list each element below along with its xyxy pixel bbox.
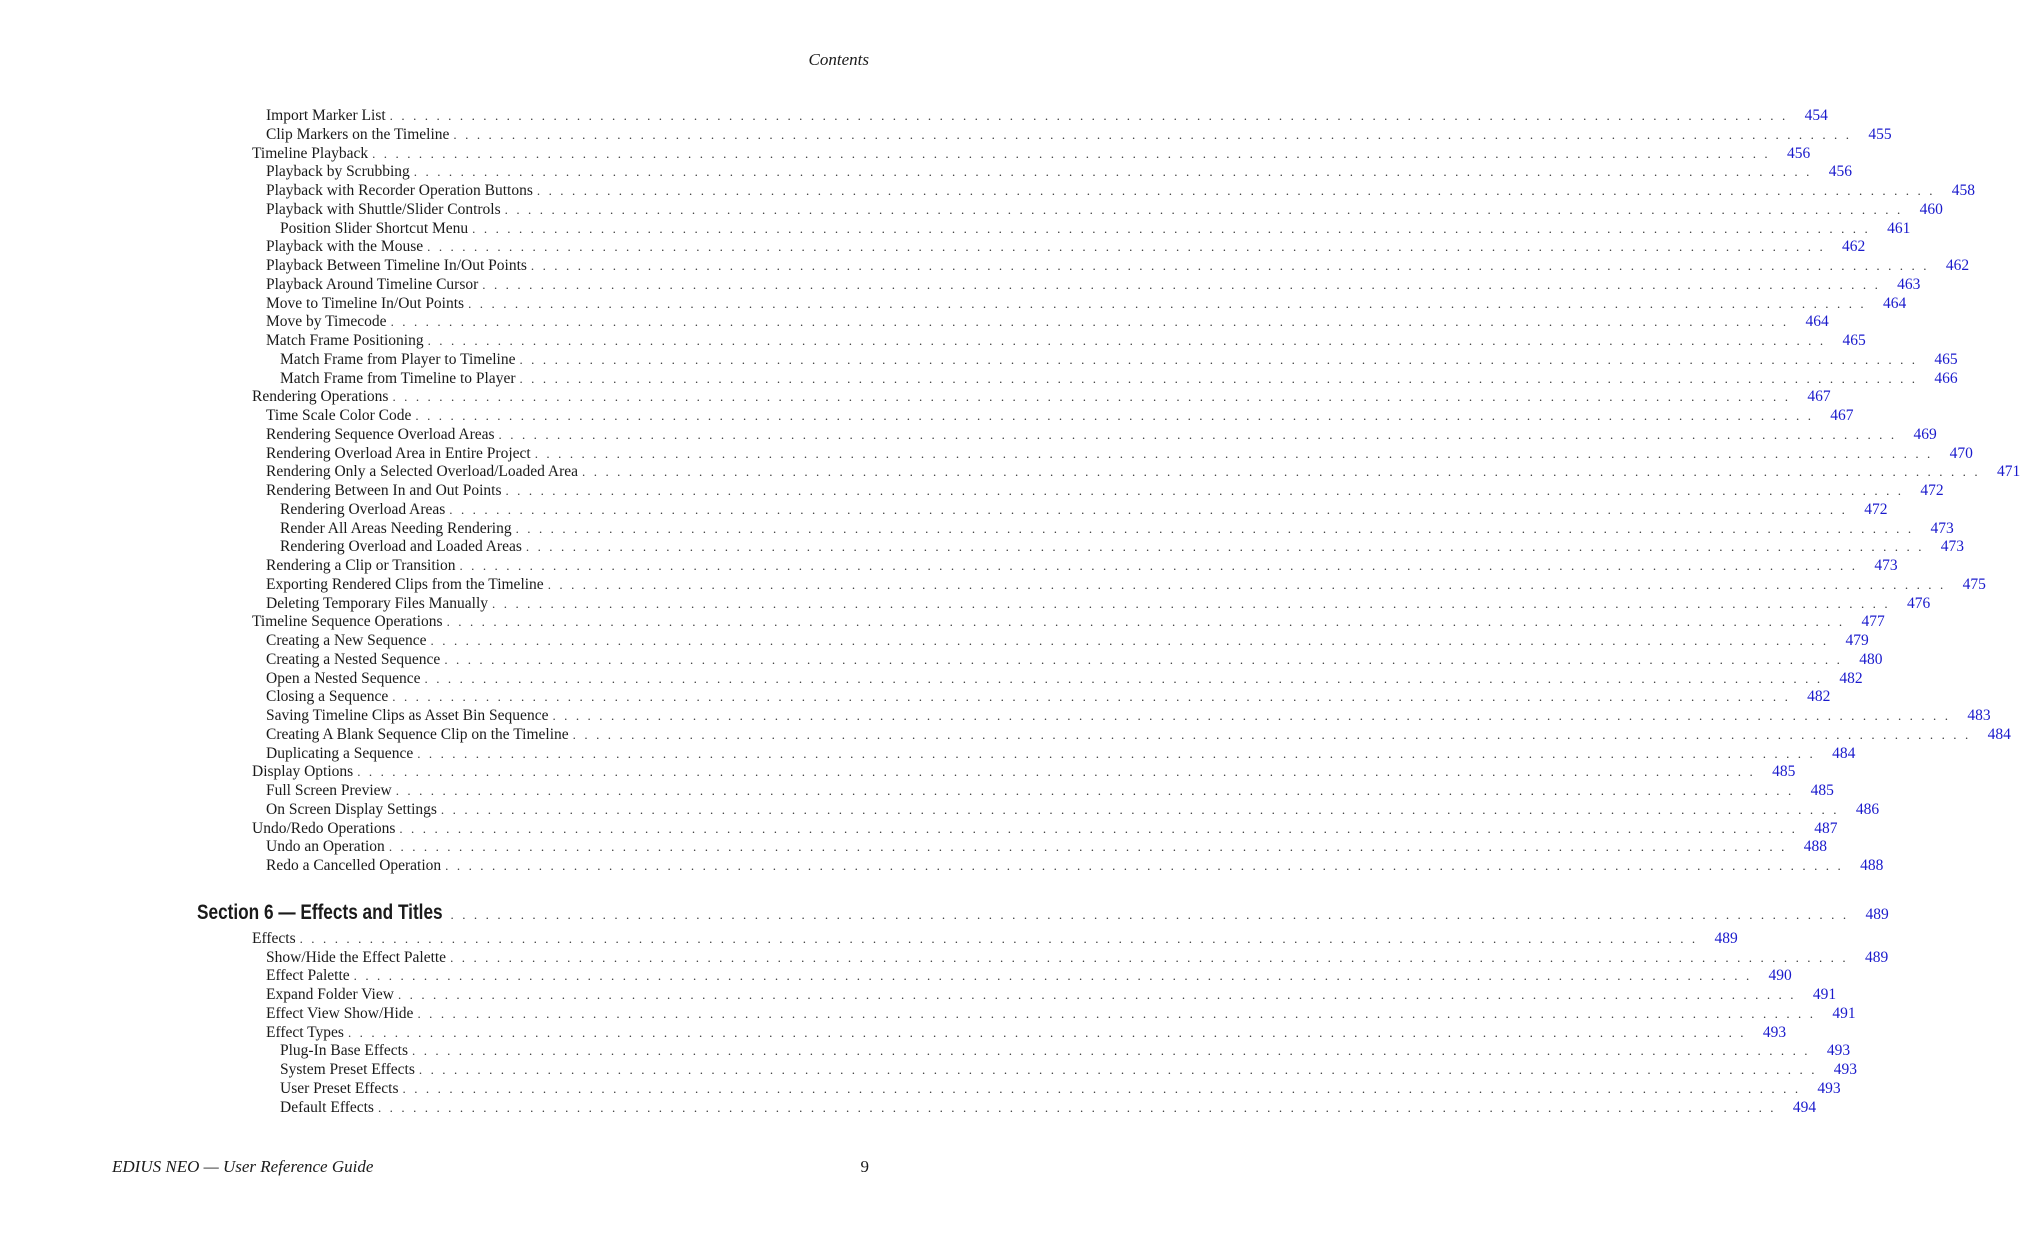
toc-entry-title: Redo a Cancelled Operation: [266, 857, 442, 874]
toc-entry-title: Closing a Sequence: [266, 688, 389, 706]
toc-entry[interactable]: [266, 181, 1976, 200]
toc-entry-title: Time Scale Color Code: [266, 407, 412, 424]
toc-dot-leader: . . . . . . . . . . . . . . . . . . . . . . . . . . . . . . . . . . . . . . . . . . . . . . . . . . . . . . . . . . . . . . . . . . . . . . . . . . . . . . . . . . . . . . . . . . . . . . . . . . . . . . . . . . . . . . . . . . . . . . . .: [347, 1024, 1747, 1040]
toc-dot-leader: . . . . . . . . . . . . . . . . . . . . . . . . . . . . . . . . . . . . . . . . . . . . . . . . . . . . . . . . . . . . . . . . . . . . . . . . . . . . . . . . . . . . . . . . . . . . . . . . . . . . . . . . . . . . . . . . . . . . . . . .: [504, 201, 1903, 217]
toc-entry-title: Playback Around Timeline Cursor: [266, 275, 479, 293]
toc-entry-title: Show/Hide the Effect Palette: [266, 948, 447, 966]
toc-page-link[interactable]: 489: [1865, 905, 1889, 923]
toc-page-link[interactable]: 460: [1919, 200, 1943, 218]
toc-entry-title: Plug-In Base Effects: [280, 1042, 408, 1060]
toc-entry-title: Playback with the Mouse: [266, 238, 424, 256]
toc-entry-title: Rendering Sequence Overload Areas: [266, 425, 495, 443]
toc-entry[interactable]: [266, 556, 1898, 575]
toc-entry[interactable]: [280, 1079, 1841, 1098]
toc-page-link[interactable]: 458: [1951, 182, 1976, 199]
toc-entry-title: Rendering Overload Area in Entire Project: [266, 444, 531, 462]
toc-entry[interactable]: [280, 1098, 1817, 1117]
toc-page-link[interactable]: 484: [1832, 744, 1856, 762]
toc-dot-leader: . . . . . . . . . . . . . . . . . . . . . . . . . . . . . . . . . . . . . . . . . . . . . . . . . . . . . . . . . . . . . . . . . . . . . . . . . . . . . . . . . . . . . . . . . . . . . . . . . . . . . . . . . . . . . . . . . . . . . . . .: [450, 906, 1849, 922]
toc-page-link[interactable]: 489: [1714, 929, 1738, 947]
toc-page-link[interactable]: 486: [1855, 800, 1880, 818]
toc-page-link[interactable]: 466: [1934, 369, 1958, 387]
toc-entry[interactable]: [280, 1041, 1851, 1060]
toc-dot-leader: . . . . . . . . . . . . . . . . . . . . . . . . . . . . . . . . . . . . . . . . . . . . . . . . . . . . . . . . . . . . . . . . . . . . . . . . . . . . . . . . . . . . . . . . . . . . . . . . . . . . . . . . . . . . . . . . . . . . . . . .: [427, 239, 1826, 255]
toc-entry[interactable]: [266, 575, 1986, 594]
running-footer-title: EDIUS NEO — User Reference Guide: [112, 1157, 374, 1176]
toc-entry-title: Rendering Between In and Out Points: [266, 482, 502, 499]
toc-dot-leader: . . . . . . . . . . . . . . . . . . . . . . . . . . . . . . . . . . . . . . . . . . . . . . . . . . . . . . . . . . . . . . . . . . . . . . . . . . . . . . . . . . . . . . . . . . . . . . . . . . . . . . . . . . . . . . . . . . . . . . . .: [547, 576, 1946, 592]
toc-entry[interactable]: [252, 612, 1885, 631]
toc-entry[interactable]: [266, 948, 1889, 967]
toc-page-link[interactable]: 491: [1812, 986, 1837, 1003]
toc-dot-leader: . . . . . . . . . . . . . . . . . . . . . . . . . . . . . . . . . . . . . . . . . . . . . . . . . . . . . . . . . . . . . . . . . . . . . . . . . . . . . . . . . . . . . . . . . . . . . . . . . . . . . . . . . . . . . . . . . . . . . . . .: [357, 764, 1756, 780]
toc-entry-title: On Screen Display Settings: [266, 800, 437, 818]
toc-entry-title: Undo an Operation: [266, 838, 385, 856]
toc-page-link[interactable]: 493: [1762, 1023, 1787, 1041]
toc-page-link[interactable]: 469: [1913, 425, 1937, 443]
toc-entry[interactable]: [266, 650, 1883, 669]
toc-entry[interactable]: [252, 819, 1838, 838]
toc-entry[interactable]: [280, 1060, 1858, 1079]
toc-entry[interactable]: [266, 294, 1907, 313]
toc-entry[interactable]: [266, 312, 1829, 331]
toc-dot-leader: . . . . . . . . . . . . . . . . . . . . . . . . . . . . . . . . . . . . . . . . . . . . . . . . . . . . . . . . . . . . . . . . . . . . . . . . . . . . . . . . . . . . . . . . . . . . . . . . . . . . . . . . . . . . . . . . . . . . . . . .: [417, 745, 1816, 761]
toc-section-heading[interactable]: [197, 900, 1889, 924]
toc-entry-title: Rendering Overload Areas: [280, 500, 446, 518]
toc-page-link[interactable]: 480: [1859, 650, 1883, 668]
toc-dot-leader: . . . . . . . . . . . . . . . . . . . . . . . . . . . . . . . . . . . . . . . . . . . . . . . . . . . . . . . . . . . . . . . . . . . . . . . . . . . . . . . . . . . . . . . . . . . . . . . . . . . . . . . . . . . . . . . . . . . . . . . .: [552, 708, 1951, 723]
toc-entry[interactable]: [266, 985, 1837, 1004]
toc-dot-leader: . . . . . . . . . . . . . . . . . . . . . . . . . . . . . . . . . . . . . . . . . . . . . . . . . . . . . . . . . . . . . . . . . . . . . . . . . . . . . . . . . . . . . . . . . . . . . . . . . . . . . . . . . . . . . . . . . . . . . . . .: [417, 1005, 1816, 1021]
toc-entry[interactable]: [266, 256, 1970, 275]
toc-page-link[interactable]: 456: [1787, 144, 1811, 162]
toc-entry[interactable]: [266, 162, 1852, 181]
toc-page-link[interactable]: 464: [1805, 313, 1829, 331]
toc-entry[interactable]: [280, 500, 1888, 519]
toc-entry-title: Creating a Nested Sequence: [266, 650, 441, 668]
toc-entry-title: Match Frame from Timeline to Player: [280, 369, 516, 387]
toc-entry-title: System Preset Effects: [280, 1061, 415, 1078]
toc-dot-leader: . . . . . . . . . . . . . . . . . . . . . . . . . . . . . . . . . . . . . . . . . . . . . . . . . . . . . . . . . . . . . . . . . . . . . . . . . . . . . . . . . . . . . . . . . . . . . . . . . . . . . . . . . . . . . . . . . . . . . . . .: [353, 968, 1752, 984]
toc-dot-leader: . . . . . . . . . . . . . . . . . . . . . . . . . . . . . . . . . . . . . . . . . . . . . . . . . . . . . . . . . . . . . . . . . . . . . . . . . . . . . . . . . . . . . . . . . . . . . . . . . . . . . . . . . . . . . . . . . . . . . . . .: [402, 1080, 1801, 1096]
running-footer-page-number: 9: [860, 1157, 869, 1176]
toc-page-link[interactable]: 465: [1934, 350, 1958, 368]
toc-entry-title: Section 6 — Effects and Titles: [197, 900, 443, 924]
toc-dot-leader: . . . . . . . . . . . . . . . . . . . . . . . . . . . . . . . . . . . . . . . . . . . . . . . . . . . . . . . . . . . . . . . . . . . . . . . . . . . . . . . . . . . . . . . . . . . . . . . . . . . . . . . . . . . . . . . . . . . . . . . .: [525, 539, 1925, 555]
toc-entry[interactable]: [252, 762, 1796, 781]
toc-dot-leader: . . . . . . . . . . . . . . . . . . . . . . . . . . . . . . . . . . . . . . . . . . . . . . . . . . . . . . . . . . . . . . . . . . . . . . . . . . . . . . . . . . . . . . . . . . . . . . . . . . . . . . . . . . . . . . . . . . . . . . . .: [530, 258, 1930, 273]
toc-entry-title: Duplicating a Sequence: [266, 744, 414, 762]
toc-entry[interactable]: [266, 706, 1991, 725]
toc-entry[interactable]: [266, 1004, 1856, 1023]
toc-entry-title: Match Frame from Player to Timeline: [280, 350, 516, 368]
toc-page-link[interactable]: 483: [1967, 707, 1991, 724]
toc-page-link[interactable]: 471: [1996, 463, 2020, 481]
toc-entry[interactable]: [266, 200, 1943, 219]
toc-dot-leader: . . . . . . . . . . . . . . . . . . . . . . . . . . . . . . . . . . . . . . . . . . . . . . . . . . . . . . . . . . . . . . . . . . . . . . . . . . . . . . . . . . . . . . . . . . . . . . . . . . . . . . . . . . . . . . . . . . . . . . . .: [472, 220, 1871, 236]
toc-page-link[interactable]: 464: [1883, 294, 1907, 312]
toc-entry-title: Playback with Shuttle/Slider Controls: [266, 200, 501, 218]
toc-page-link[interactable]: 455: [1868, 125, 1892, 143]
toc-dot-leader: . . . . . . . . . . . . . . . . . . . . . . . . . . . . . . . . . . . . . . . . . . . . . . . . . . . . . . . . . . . . . . . . . . . . . . . . . . . . . . . . . . . . . . . . . . . . . . . . . . . . . . . . . . . . . . . . . . . . . . . .: [582, 464, 1981, 480]
toc-entry-title: Position Slider Shortcut Menu: [280, 219, 469, 237]
toc-entry[interactable]: [252, 929, 1738, 948]
toc-page-link[interactable]: 473: [1930, 519, 1954, 537]
toc-dot-leader: . . . . . . . . . . . . . . . . . . . . . . . . . . . . . . . . . . . . . . . . . . . . . . . . . . . . . . . . . . . . . . . . . . . . . . . . . . . . . . . . . . . . . . . . . . . . . . . . . . . . . . . . . . . . . . . . . . . . . . . .: [388, 839, 1787, 855]
toc-page-link[interactable]: 454: [1804, 107, 1828, 124]
toc-entry-title: User Preset Effects: [280, 1079, 399, 1097]
toc-entry[interactable]: [266, 856, 1884, 875]
toc-entry[interactable]: [266, 744, 1856, 763]
toc-entry-title: Playback with Recorder Operation Buttons: [266, 182, 533, 199]
toc-page-link[interactable]: 463: [1897, 275, 1921, 293]
toc-entry[interactable]: [266, 444, 1973, 463]
toc-dot-leader: . . . . . . . . . . . . . . . . . . . . . . . . . . . . . . . . . . . . . . . . . . . . . . . . . . . . . . . . . . . . . . . . . . . . . . . . . . . . . . . . . . . . . . . . . . . . . . . . . . . . . . . . . . . . . . . . . . . . . . . .: [450, 949, 1849, 965]
toc-entry[interactable]: [252, 387, 1831, 406]
toc-entry[interactable]: [266, 125, 1892, 144]
toc-entry[interactable]: [266, 966, 1792, 985]
toc-page-link[interactable]: 482: [1807, 688, 1831, 706]
toc-entry[interactable]: [266, 669, 1863, 688]
toc-dot-leader: . . . . . . . . . . . . . . . . . . . . . . . . . . . . . . . . . . . . . . . . . . . . . . . . . . . . . . . . . . . . . . . . . . . . . . . . . . . . . . . . . . . . . . . . . . . . . . . . . . . . . . . . . . . . . . . . . . . . . . . .: [446, 614, 1845, 630]
toc-entry[interactable]: [266, 594, 1931, 613]
toc-entry[interactable]: [266, 481, 1944, 500]
toc-entry[interactable]: [280, 219, 1911, 238]
toc-entry[interactable]: [266, 425, 1937, 444]
toc-page-link[interactable]: 472: [1920, 482, 1944, 499]
toc-dot-leader: . . . . . . . . . . . . . . . . . . . . . . . . . . . . . . . . . . . . . . . . . . . . . . . . . . . . . . . . . . . . . . . . . . . . . . . . . . . . . . . . . . . . . . . . . . . . . . . . . . . . . . . . . . . . . . . . . . . . . . . .: [399, 820, 1798, 836]
toc-entry-title: Timeline Playback: [252, 144, 369, 162]
toc-entry[interactable]: [266, 837, 1827, 856]
toc-page-link[interactable]: 473: [1874, 557, 1898, 574]
toc-dot-leader: . . . . . . . . . . . . . . . . . . . . . . . . . . . . . . . . . . . . . . . . . . . . . . . . . . . . . . . . . . . . . . . . . . . . . . . . . . . . . . . . . . . . . . . . . . . . . . . . . . . . . . . . . . . . . . . . . . . . . . . .: [445, 858, 1844, 873]
toc-entry-title: Deleting Temporary Files Manually: [266, 594, 489, 612]
toc-page-link[interactable]: 467: [1830, 407, 1854, 424]
toc-dot-leader: . . . . . . . . . . . . . . . . . . . . . . . . . . . . . . . . . . . . . . . . . . . . . . . . . . . . . . . . . . . . . . . . . . . . . . . . . . . . . . . . . . . . . . . . . . . . . . . . . . . . . . . . . . . . . . . . . . . . . . . .: [492, 595, 1891, 611]
toc-entry-title: Rendering a Clip or Transition: [266, 557, 456, 574]
toc-entry[interactable]: [266, 462, 2020, 481]
toc-dot-leader: . . . . . . . . . . . . . . . . . . . . . . . . . . . . . . . . . . . . . . . . . . . . . . . . . . . . . . . . . . . . . . . . . . . . . . . . . . . . . . . . . . . . . . . . . . . . . . . . . . . . . . . . . . . . . . . . . . . . . . . .: [418, 1062, 1818, 1077]
toc-dot-leader: . . . . . . . . . . . . . . . . . . . . . . . . . . . . . . . . . . . . . . . . . . . . . . . . . . . . . . . . . . . . . . . . . . . . . . . . . . . . . . . . . . . . . . . . . . . . . . . . . . . . . . . . . . . . . . . . . . . . . . . .: [444, 651, 1843, 667]
toc-entry-title: Effects: [252, 929, 296, 947]
toc-dot-leader: . . . . . . . . . . . . . . . . . . . . . . . . . . . . . . . . . . . . . . . . . . . . . . . . . . . . . . . . . . . . . . . . . . . . . . . . . . . . . . . . . . . . . . . . . . . . . . . . . . . . . . . . . . . . . . . . . . . . . . . .: [440, 801, 1840, 817]
toc-entry-title: Render All Areas Needing Rendering: [280, 519, 512, 537]
toc-dot-leader: . . . . . . . . . . . . . . . . . . . . . . . . . . . . . . . . . . . . . . . . . . . . . . . . . . . . . . . . . . . . . . . . . . . . . . . . . . . . . . . . . . . . . . . . . . . . . . . . . . . . . . . . . . . . . . . . . . . . . . . .: [482, 276, 1881, 292]
toc-entry-title: Rendering Overload and Loaded Areas: [280, 538, 522, 556]
toc-dot-leader: . . . . . . . . . . . . . . . . . . . . . . . . . . . . . . . . . . . . . . . . . . . . . . . . . . . . . . . . . . . . . . . . . . . . . . . . . . . . . . . . . . . . . . . . . . . . . . . . . . . . . . . . . . . . . . . . . . . . . . . .: [389, 108, 1788, 123]
toc-dot-leader: . . . . . . . . . . . . . . . . . . . . . . . . . . . . . . . . . . . . . . . . . . . . . . . . . . . . . . . . . . . . . . . . . . . . . . . . . . . . . . . . . . . . . . . . . . . . . . . . . . . . . . . . . . . . . . . . . . . . . . . .: [372, 145, 1771, 161]
toc-entry[interactable]: [266, 275, 1921, 294]
toc-page-link[interactable]: 482: [1839, 669, 1863, 687]
toc-entry[interactable]: [280, 350, 1958, 369]
toc-entry-title: Rendering Operations: [252, 388, 389, 406]
toc-page-link[interactable]: 473: [1940, 538, 1965, 556]
toc-entry-title: Default Effects: [280, 1098, 374, 1116]
toc-entry[interactable]: [266, 781, 1834, 800]
toc-entry[interactable]: [266, 687, 1831, 706]
toc-entry-title: Display Options: [252, 763, 354, 781]
toc-page-link[interactable]: 477: [1861, 613, 1885, 631]
toc-dot-leader: . . . . . . . . . . . . . . . . . . . . . . . . . . . . . . . . . . . . . . . . . . . . . . . . . . . . . . . . . . . . . . . . . . . . . . . . . . . . . . . . . . . . . . . . . . . . . . . . . . . . . . . . . . . . . . . . . . . . . . . .: [397, 987, 1797, 1002]
toc-entry-title: Rendering Only a Selected Overload/Loaded Area: [266, 463, 579, 481]
toc-entry-title: Clip Markers on the Timeline: [266, 125, 450, 143]
toc-entry-title: Effect Types: [266, 1023, 344, 1041]
toc-entry-title: Open a Nested Sequence: [266, 669, 421, 687]
toc-entry-title: Timeline Sequence Operations: [252, 613, 443, 631]
toc-page-link[interactable]: 467: [1807, 388, 1831, 406]
toc-page-link[interactable]: 485: [1772, 763, 1796, 781]
toc-dot-leader: . . . . . . . . . . . . . . . . . . . . . . . . . . . . . . . . . . . . . . . . . . . . . . . . . . . . . . . . . . . . . . . . . . . . . . . . . . . . . . . . . . . . . . . . . . . . . . . . . . . . . . . . . . . . . . . . . . . . . . . .: [519, 351, 1918, 367]
toc-dot-leader: . . . . . . . . . . . . . . . . . . . . . . . . . . . . . . . . . . . . . . . . . . . . . . . . . . . . . . . . . . . . . . . . . . . . . . . . . . . . . . . . . . . . . . . . . . . . . . . . . . . . . . . . . . . . . . . . . . . . . . . .: [519, 370, 1918, 386]
toc-entry-title: Move by Timecode: [266, 313, 387, 331]
toc-dot-leader: . . . . . . . . . . . . . . . . . . . . . . . . . . . . . . . . . . . . . . . . . . . . . . . . . . . . . . . . . . . . . . . . . . . . . . . . . . . . . . . . . . . . . . . . . . . . . . . . . . . . . . . . . . . . . . . . . . . . . . . .: [453, 126, 1852, 142]
toc-dot-leader: . . . . . . . . . . . . . . . . . . . . . . . . . . . . . . . . . . . . . . . . . . . . . . . . . . . . . . . . . . . . . . . . . . . . . . . . . . . . . . . . . . . . . . . . . . . . . . . . . . . . . . . . . . . . . . . . . . . . . . . .: [424, 670, 1823, 686]
toc-entry[interactable]: [266, 1023, 1787, 1042]
toc-page-link[interactable]: 484: [1987, 725, 2011, 743]
toc-entry-title: Undo/Redo Operations: [252, 819, 396, 837]
toc-dot-leader: . . . . . . . . . . . . . . . . . . . . . . . . . . . . . . . . . . . . . . . . . . . . . . . . . . . . . . . . . . . . . . . . . . . . . . . . . . . . . . . . . . . . . . . . . . . . . . . . . . . . . . . . . . . . . . . . . . . . . . . .: [536, 183, 1936, 198]
toc-page-link[interactable]: 465: [1842, 332, 1866, 349]
toc-page-link[interactable]: 461: [1887, 219, 1911, 237]
toc-page-link[interactable]: 493: [1833, 1061, 1858, 1078]
toc-page-link[interactable]: 462: [1945, 257, 1970, 274]
toc-dot-leader: . . . . . . . . . . . . . . . . . . . . . . . . . . . . . . . . . . . . . . . . . . . . . . . . . . . . . . . . . . . . . . . . . . . . . . . . . . . . . . . . . . . . . . . . . . . . . . . . . . . . . . . . . . . . . . . . . . . . . . . .: [413, 164, 1812, 180]
toc-dot-leader: . . . . . . . . . . . . . . . . . . . . . . . . . . . . . . . . . . . . . . . . . . . . . . . . . . . . . . . . . . . . . . . . . . . . . . . . . . . . . . . . . . . . . . . . . . . . . . . . . . . . . . . . . . . . . . . . . . . . . . . .: [459, 558, 1858, 573]
toc-dot-leader: . . . . . . . . . . . . . . . . . . . . . . . . . . . . . . . . . . . . . . . . . . . . . . . . . . . . . . . . . . . . . . . . . . . . . . . . . . . . . . . . . . . . . . . . . . . . . . . . . . . . . . . . . . . . . . . . . . . . . . . .: [395, 783, 1794, 798]
toc-dot-leader: . . . . . . . . . . . . . . . . . . . . . . . . . . . . . . . . . . . . . . . . . . . . . . . . . . . . . . . . . . . . . . . . . . . . . . . . . . . . . . . . . . . . . . . . . . . . . . . . . . . . . . . . . . . . . . . . . . . . . . . .: [515, 520, 1914, 536]
toc-page-link[interactable]: 479: [1845, 632, 1869, 649]
toc-page-link[interactable]: 476: [1906, 594, 1931, 612]
toc-entry-title: Creating a New Sequence: [266, 632, 427, 649]
toc-dot-leader: . . . . . . . . . . . . . . . . . . . . . . . . . . . . . . . . . . . . . . . . . . . . . . . . . . . . . . . . . . . . . . . . . . . . . . . . . . . . . . . . . . . . . . . . . . . . . . . . . . . . . . . . . . . . . . . . . . . . . . . .: [498, 426, 1897, 442]
toc-page-link[interactable]: 472: [1864, 500, 1888, 518]
toc-entry-title: Exporting Rendered Clips from the Timeline: [266, 575, 544, 593]
running-header: Contents: [808, 50, 869, 69]
toc-page-link[interactable]: 456: [1828, 163, 1852, 181]
toc-page-link[interactable]: 470: [1949, 444, 1973, 462]
toc-page-link[interactable]: 485: [1810, 782, 1834, 799]
toc-dot-leader: . . . . . . . . . . . . . . . . . . . . . . . . . . . . . . . . . . . . . . . . . . . . . . . . . . . . . . . . . . . . . . . . . . . . . . . . . . . . . . . . . . . . . . . . . . . . . . . . . . . . . . . . . . . . . . . . . . . . . . . .: [299, 930, 1698, 946]
toc-page-link[interactable]: 489: [1864, 948, 1889, 966]
toc-entry[interactable]: [266, 800, 1880, 819]
toc-entry[interactable]: [266, 331, 1866, 350]
toc-page-link[interactable]: 487: [1814, 819, 1838, 837]
toc-entry[interactable]: [266, 631, 1869, 650]
toc-dot-leader: . . . . . . . . . . . . . . . . . . . . . . . . . . . . . . . . . . . . . . . . . . . . . . . . . . . . . . . . . . . . . . . . . . . . . . . . . . . . . . . . . . . . . . . . . . . . . . . . . . . . . . . . . . . . . . . . . . . . . . . .: [449, 501, 1848, 517]
toc-entry[interactable]: [266, 106, 1828, 125]
toc-page-link[interactable]: 490: [1768, 967, 1792, 985]
toc-page-link[interactable]: 488: [1860, 857, 1884, 874]
toc-entry[interactable]: [280, 537, 1965, 556]
toc-entry[interactable]: [252, 144, 1811, 163]
toc-dot-leader: . . . . . . . . . . . . . . . . . . . . . . . . . . . . . . . . . . . . . . . . . . . . . . . . . . . . . . . . . . . . . . . . . . . . . . . . . . . . . . . . . . . . . . . . . . . . . . . . . . . . . . . . . . . . . . . . . . . . . . . .: [505, 483, 1904, 498]
toc-entry[interactable]: [266, 406, 1854, 425]
toc-page-link[interactable]: 494: [1792, 1098, 1817, 1116]
toc-entry-title: Creating A Blank Sequence Clip on the Timeline: [266, 725, 569, 743]
toc-entry-title: Effect View Show/Hide: [266, 1004, 414, 1022]
toc-entry-title: Import Marker List: [266, 107, 386, 124]
toc-dot-leader: . . . . . . . . . . . . . . . . . . . . . . . . . . . . . . . . . . . . . . . . . . . . . . . . . . . . . . . . . . . . . . . . . . . . . . . . . . . . . . . . . . . . . . . . . . . . . . . . . . . . . . . . . . . . . . . . . . . . . . . .: [392, 689, 1791, 705]
toc-entry-title: Move to Timeline In/Out Points: [266, 294, 465, 312]
toc-entry-title: Match Frame Positioning: [266, 332, 424, 349]
toc-dot-leader: . . . . . . . . . . . . . . . . . . . . . . . . . . . . . . . . . . . . . . . . . . . . . . . . . . . . . . . . . . . . . . . . . . . . . . . . . . . . . . . . . . . . . . . . . . . . . . . . . . . . . . . . . . . . . . . . . . . . . . . .: [534, 445, 1933, 461]
toc-entry[interactable]: [280, 369, 1958, 388]
toc-entry-title: Playback by Scrubbing: [266, 163, 410, 181]
toc-dot-leader: . . . . . . . . . . . . . . . . . . . . . . . . . . . . . . . . . . . . . . . . . . . . . . . . . . . . . . . . . . . . . . . . . . . . . . . . . . . . . . . . . . . . . . . . . . . . . . . . . . . . . . . . . . . . . . . . . . . . . . . .: [390, 314, 1789, 330]
toc-dot-leader: . . . . . . . . . . . . . . . . . . . . . . . . . . . . . . . . . . . . . . . . . . . . . . . . . . . . . . . . . . . . . . . . . . . . . . . . . . . . . . . . . . . . . . . . . . . . . . . . . . . . . . . . . . . . . . . . . . . . . . . .: [392, 389, 1791, 405]
toc-page-link[interactable]: 493: [1826, 1042, 1851, 1060]
toc-dot-leader: . . . . . . . . . . . . . . . . . . . . . . . . . . . . . . . . . . . . . . . . . . . . . . . . . . . . . . . . . . . . . . . . . . . . . . . . . . . . . . . . . . . . . . . . . . . . . . . . . . . . . . . . . . . . . . . . . . . . . . . .: [468, 295, 1867, 311]
toc-page-link[interactable]: 493: [1817, 1079, 1841, 1097]
toc-page-link[interactable]: 475: [1962, 575, 1986, 593]
toc-dot-leader: . . . . . . . . . . . . . . . . . . . . . . . . . . . . . . . . . . . . . . . . . . . . . . . . . . . . . . . . . . . . . . . . . . . . . . . . . . . . . . . . . . . . . . . . . . . . . . . . . . . . . . . . . . . . . . . . . . . . . . . .: [412, 1043, 1811, 1059]
toc-entry[interactable]: [266, 725, 2011, 744]
toc-dot-leader: . . . . . . . . . . . . . . . . . . . . . . . . . . . . . . . . . . . . . . . . . . . . . . . . . . . . . . . . . . . . . . . . . . . . . . . . . . . . . . . . . . . . . . . . . . . . . . . . . . . . . . . . . . . . . . . . . . . . . . . .: [427, 333, 1826, 348]
toc-dot-leader: . . . . . . . . . . . . . . . . . . . . . . . . . . . . . . . . . . . . . . . . . . . . . . . . . . . . . . . . . . . . . . . . . . . . . . . . . . . . . . . . . . . . . . . . . . . . . . . . . . . . . . . . . . . . . . . . . . . . . . . .: [377, 1099, 1777, 1115]
toc-dot-leader: . . . . . . . . . . . . . . . . . . . . . . . . . . . . . . . . . . . . . . . . . . . . . . . . . . . . . . . . . . . . . . . . . . . . . . . . . . . . . . . . . . . . . . . . . . . . . . . . . . . . . . . . . . . . . . . . . . . . . . . .: [572, 726, 1971, 742]
toc-entry[interactable]: [280, 519, 1954, 538]
toc-page-link[interactable]: 488: [1803, 838, 1827, 856]
toc-page-link[interactable]: 462: [1842, 238, 1866, 256]
toc-entry-title: Playback Between Timeline In/Out Points: [266, 257, 527, 274]
toc-entry-title: Full Screen Preview: [266, 782, 392, 799]
toc-entry-title: Effect Palette: [266, 967, 350, 985]
toc-entry-title: Expand Folder View: [266, 986, 394, 1003]
toc-entry[interactable]: [266, 237, 1866, 256]
toc-dot-leader: . . . . . . . . . . . . . . . . . . . . . . . . . . . . . . . . . . . . . . . . . . . . . . . . . . . . . . . . . . . . . . . . . . . . . . . . . . . . . . . . . . . . . . . . . . . . . . . . . . . . . . . . . . . . . . . . . . . . . . . .: [415, 408, 1814, 423]
toc-page-link[interactable]: 491: [1832, 1004, 1856, 1022]
toc-entry-title: Saving Timeline Clips as Asset Bin Sequence: [266, 707, 549, 724]
toc-dot-leader: . . . . . . . . . . . . . . . . . . . . . . . . . . . . . . . . . . . . . . . . . . . . . . . . . . . . . . . . . . . . . . . . . . . . . . . . . . . . . . . . . . . . . . . . . . . . . . . . . . . . . . . . . . . . . . . . . . . . . . . .: [430, 633, 1829, 648]
